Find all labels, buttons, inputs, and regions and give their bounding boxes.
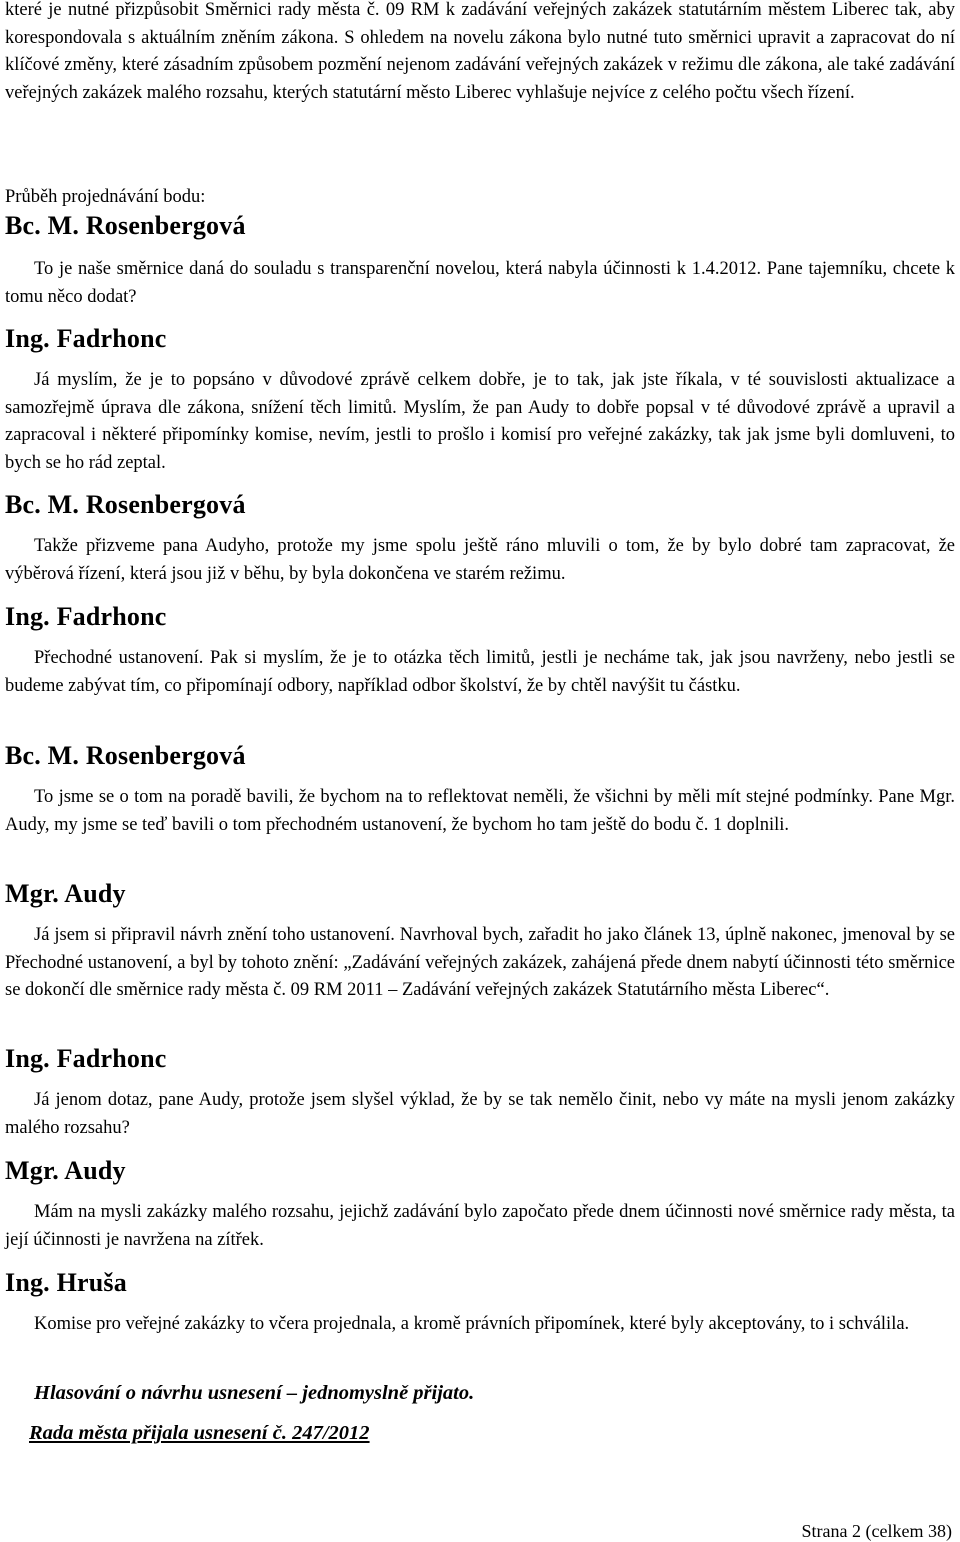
speech-text: To je naše směrnice daná do souladu s transparenční novelou, která nabyla účinnosti k 1.4.2012. Pane tajemníku, chcete k tomu něco dodat? xyxy=(5,259,955,307)
resolution-title: Rada města přijala usnesení č. 247/2012 xyxy=(29,1422,370,1444)
vote-result: Hlasování o návrhu usnesení – jednomyslně přijato. xyxy=(34,1382,475,1404)
speaker-name: Bc. M. Rosenbergová xyxy=(5,490,246,519)
speech-text: Takže přizveme pana Audyho, protože my jsme spolu ještě ráno mluvili o tom, že by bylo dobré tam zapracovat, že výběrová řízení, která jsou již v běhu, by byla dokončena ve starém režimu. xyxy=(5,536,955,584)
speaker-name: Mgr. Audy xyxy=(5,879,126,908)
speaker-name: Ing. Fadrhonc xyxy=(5,1044,167,1073)
speech-text: Mám na mysli zakázky malého rozsahu, jejichž zadávání bylo započato přede dnem účinnosti nové směrnice rady města, ta její účinnosti je navržena na zítřek. xyxy=(5,1202,955,1250)
speaker-name: Bc. M. Rosenbergová xyxy=(5,211,246,240)
speech-text: Já jsem si připravil návrh znění toho ustanovení. Navrhoval bych, zařadit ho jako článek 13, úplně nakonec, jmenoval by se Přechodné ustanovení, a byl by tohoto znění: „Zadávání veřejných zakázek, zahájená přede dnem nabytí účinnosti této směrnice se dokončí dle směrnice rady města č. 09 RM 2011 – Zadávání veřejných zakázek Statutárního města Liberec“. xyxy=(5,925,955,1001)
page-number: Strana 2 (celkem 38) xyxy=(801,1521,952,1541)
speaker-name: Ing. Fadrhonc xyxy=(5,602,167,631)
speaker-name: Ing. Hruša xyxy=(5,1268,127,1297)
speaker-name: Bc. M. Rosenbergová xyxy=(5,741,246,770)
speech-text: Komise pro veřejné zakázky to včera projednala, a kromě právních připomínek, které byly akceptovány, to i schválila. xyxy=(34,1314,910,1334)
intro-paragraph: které je nutné přizpůsobit Směrnici rady města č. 09 RM k zadávání veřejných zakázek statutárním městem Liberec tak, aby korespondovala s aktuálním zněním zákona. S ohledem na novelu zákona bylo nutné tuto směrnici upravit a zapracovat do ní klíčové změny, které zásadním způsobem pozmění nejenom zadávání veřejných zakázek v režimu dle zákona, ale také zadávání veřejných zakázek malého rozsahu, kterých statutární město Liberec vyhlašuje nejvíce z celého počtu všech řízení. xyxy=(5,0,955,103)
speech-text: Já myslím, že je to popsáno v důvodové zprávě celkem dobře, je to tak, jak jste říkala, v té souvislosti aktualizace a samozřejmě úprava dle zákona, snížení těch limitů. Myslím, že pan Audy to dobře popsal v té důvodové zprávě a upravil a zapracoval i některé připomínky komise, nevím, jestli to prošlo i komisí pro veřejné zakázky, tak jak jsme byli domluveni, to bych se ho rád zeptal. xyxy=(5,370,955,473)
speech-text: Přechodné ustanovení. Pak si myslím, že je to otázka těch limitů, jestli je necháme tak, jak jsou navrženy, nebo jestli se budeme zabývat tím, co připomínají odbory, například odbor školství, že by chtěl navýšit tu částku. xyxy=(5,648,955,696)
speaker-name: Ing. Fadrhonc xyxy=(5,324,167,353)
speech-text: Já jenom dotaz, pane Audy, protože jsem slyšel výklad, že by se tak nemělo činit, nebo vy máte na mysli jenom zakázky malého rozsahu? xyxy=(5,1090,955,1138)
discussion-label: Průběh projednávání bodu: xyxy=(5,187,206,207)
speech-text: To jsme se o tom na poradě bavili, že bychom na to reflektovat neměli, že všichni by měli mít stejné podmínky. Pane Mgr. Audy, my jsme se teď bavili o tom přechodném ustanovení, že bychom ho tam ještě do bodu č. 1 doplnili. xyxy=(5,787,955,835)
speaker-name: Mgr. Audy xyxy=(5,1156,126,1185)
